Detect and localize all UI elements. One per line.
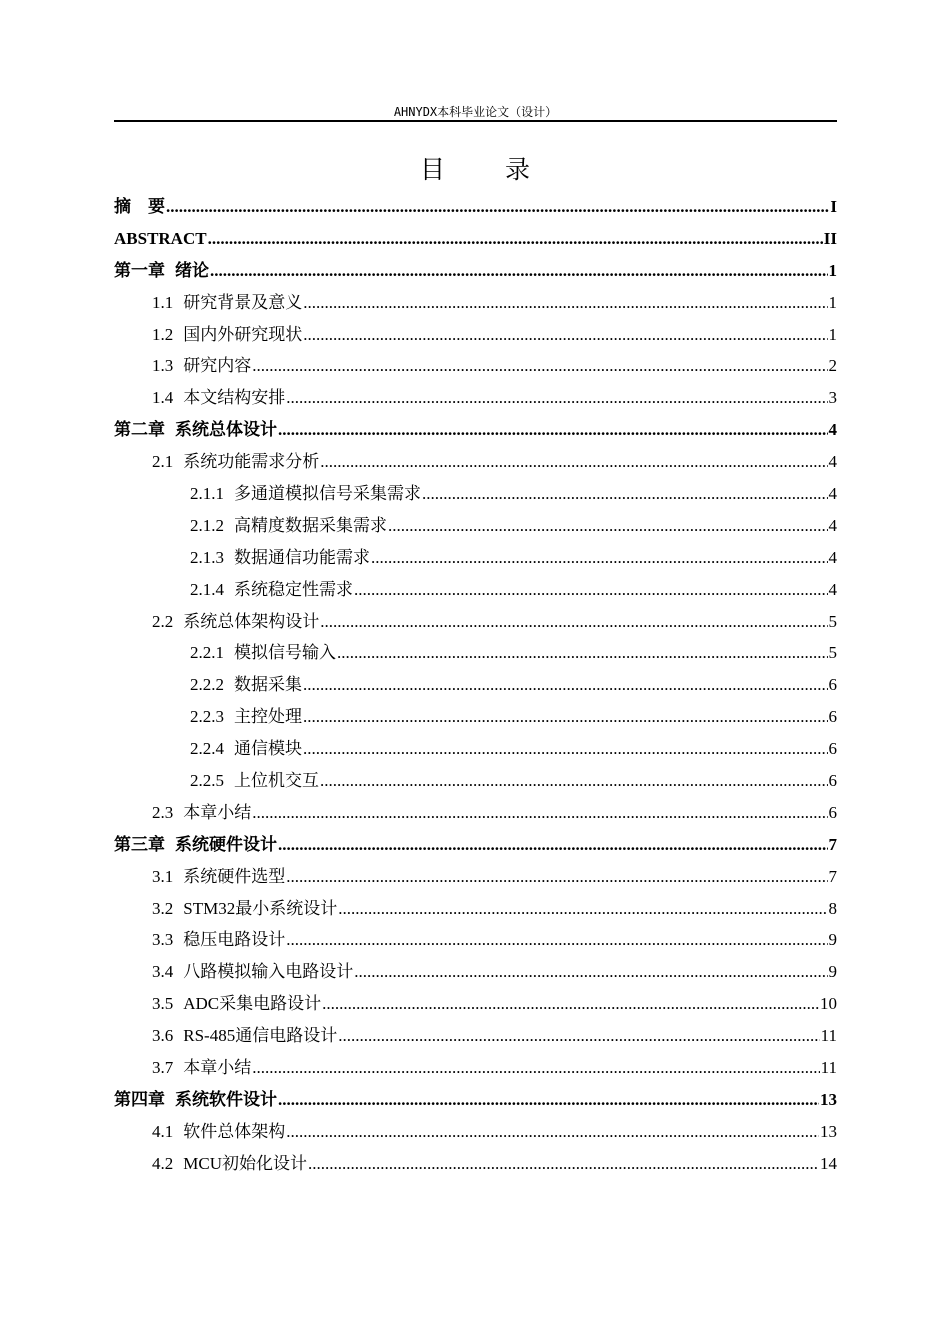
toc-entry-title: 稳压电路设计 [183,930,286,950]
toc-entry[interactable] [114,1020,837,1052]
toc-entry-page-number: 4 [828,515,837,535]
toc-entry[interactable] [114,350,837,382]
toc-dot-leader [286,861,827,893]
toc-entry-number: 第二章 [114,420,165,440]
toc-entry-page-number: 14 [820,1153,837,1173]
toc-entry-title: 系统软件设计 [175,1089,277,1109]
toc-dot-leader [303,287,827,319]
toc-entry-page-number: I [830,197,837,216]
toc-entry-title: 模拟信号输入 [234,643,336,663]
toc-dot-leader [278,414,828,446]
toc-entry-title: 系统硬件设计 [175,834,277,854]
toc-entry-page-number: 4 [828,452,837,472]
toc-entry-number: 2.1.1 [190,484,224,504]
toc-dot-leader [320,446,827,478]
toc-dot-leader [252,350,827,382]
toc-entry-number: 2.3 [152,802,174,822]
toc-entry[interactable] [114,319,837,351]
toc-dot-leader [252,1052,819,1084]
toc-dot-leader [308,1148,819,1180]
toc-entry-title: 数据采集 [234,675,302,695]
toc-entry-number: 2.2.4 [190,739,224,759]
toc-entry-number: 1.2 [152,324,174,344]
toc-entry-number: 3.3 [152,930,174,950]
toc-entry-page-number: 9 [828,930,837,950]
toc-entry-title: 多通道模拟信号采集需求 [234,484,421,504]
toc-entry[interactable] [114,191,837,223]
toc-dot-leader [303,701,828,733]
toc-dot-leader [338,893,827,925]
toc-entry-title: 系统总体架构设计 [183,611,320,631]
toc-entry[interactable] [114,861,837,893]
toc-entry-title: 系统硬件选型 [183,866,286,886]
toc-entry-page-number: II [823,228,837,248]
toc-dot-leader [422,478,828,510]
toc-entry-number: 第一章 [114,260,165,280]
toc-entry-number: 2.1 [152,452,174,472]
toc-entry-number: 4.2 [152,1153,174,1173]
toc-entry-page-number: 6 [828,675,837,695]
toc-dot-leader [166,191,829,223]
running-header: AHNYDX本科毕业论文（设计） [393,105,558,119]
toc-entry-title: ADC采集电路设计 [183,994,322,1014]
toc-dot-leader [337,637,828,669]
toc-entry[interactable] [114,606,837,638]
toc-entry[interactable] [114,733,837,765]
toc-entry-title: 通信模块 [234,739,302,759]
toc-entry-title: 本章小结 [183,1058,252,1078]
toc-dot-leader [208,223,823,255]
toc-entry[interactable] [114,669,837,701]
toc-dot-leader [371,542,828,574]
toc-entry-title: 主控处理 [234,707,302,727]
toc-entry[interactable] [114,924,837,956]
toc-entry[interactable] [114,829,837,861]
toc-entry-page-number: 13 [820,1089,837,1109]
toc-entry-number: 1.3 [152,356,174,376]
toc-entry-number: 1.4 [152,388,174,408]
toc-entry-title: 摘 要 [114,197,165,216]
toc-entry-page-number: 1 [828,292,837,312]
toc-entry-page-number: 2 [828,356,837,376]
toc-entry-title: 研究内容 [183,356,252,376]
toc-entry[interactable] [114,988,837,1020]
toc-entry-title: 本章小结 [183,802,252,822]
toc-entry-title: STM32最小系统设计 [183,898,338,918]
toc-entry-title: 系统稳定性需求 [234,579,353,599]
toc-entry-page-number: 6 [828,802,837,822]
toc-entry[interactable] [114,637,837,669]
toc-entry-number: 2.1.2 [190,515,224,535]
toc-entry[interactable] [114,478,837,510]
toc-entry-number: 2.2.1 [190,643,224,663]
toc-entry[interactable] [114,701,837,733]
toc-entry-page-number: 6 [828,771,837,791]
toc-entry[interactable] [114,414,837,446]
toc-entry-number: 2.1.3 [190,547,224,567]
toc-entry[interactable] [114,1116,837,1148]
toc-entry[interactable] [114,1052,837,1084]
toc-entry-page-number: 11 [820,1026,837,1046]
toc-entry[interactable] [114,1148,837,1180]
toc-entry-page-number: 10 [820,994,837,1014]
toc-entry[interactable] [114,287,837,319]
toc-entry-page-number: 4 [828,547,837,567]
toc-dot-leader [320,606,827,638]
toc-dot-leader [354,956,827,988]
toc-entry-page-number: 4 [828,484,837,504]
toc-entry-title: 八路模拟输入电路设计 [183,962,354,982]
toc-dot-leader [278,1084,819,1116]
toc-entry-number: 3.1 [152,866,174,886]
toc-dot-leader [322,988,819,1020]
toc-entry-title: RS-485通信电路设计 [183,1026,338,1046]
toc-entry-page-number: 11 [820,1058,837,1078]
toc-entry-number: 3.4 [152,962,174,982]
toc-entry[interactable] [114,765,837,797]
toc-entry-number: 3.7 [152,1058,174,1078]
toc-entry-page-number: 8 [828,898,837,918]
toc-entry-page-number: 9 [828,962,837,982]
toc-entry-title: 本文结构安排 [183,388,286,408]
toc-entry-page-number: 1 [828,260,837,280]
toc-entry-page-number: 7 [828,834,837,854]
toc-entry-page-number: 4 [828,579,837,599]
toc-entry[interactable] [114,223,837,255]
toc-dot-leader [252,797,827,829]
toc-entry-page-number: 5 [828,643,837,663]
toc-entry[interactable] [114,797,837,829]
toc-dot-leader [303,733,828,765]
header-rule [114,120,837,122]
toc-entry-page-number: 6 [828,707,837,727]
toc-entry[interactable] [114,574,837,606]
toc-dot-leader [320,765,828,797]
toc-entry-number: 2.2.2 [190,675,224,695]
toc-dot-leader [388,510,828,542]
toc-entry[interactable] [114,893,837,925]
toc-dot-leader [303,669,828,701]
toc-entry[interactable] [114,510,837,542]
toc-entry[interactable] [114,255,837,287]
toc-entry[interactable] [114,1084,837,1116]
toc-entry-number: 2.2 [152,611,174,631]
toc-entry-page-number: 3 [828,388,837,408]
toc-entry[interactable] [114,542,837,574]
toc-dot-leader [278,829,828,861]
toc-entry-number: 2.1.4 [190,579,224,599]
toc-dot-leader [354,574,828,606]
toc-entry-title: 上位机交互 [234,771,319,791]
toc-entry-page-number: 4 [828,420,837,440]
toc-entry-number: 第四章 [114,1089,165,1109]
toc-entry-number: 2.2.3 [190,707,224,727]
toc-entry-title: MCU初始化设计 [183,1153,307,1173]
toc-entry-number: 3.5 [152,994,174,1014]
toc-entry-number: 2.2.5 [190,771,224,791]
toc-title: 目 录 [420,155,556,184]
toc-entry-number: 3.2 [152,898,174,918]
toc-entry-title: ABSTRACT [114,228,207,248]
toc-dot-leader [286,1116,819,1148]
toc-entry-number: 1.1 [152,292,174,312]
toc-entry[interactable] [114,446,837,478]
toc-entry-page-number: 6 [828,739,837,759]
toc-dot-leader [286,924,827,956]
table-of-contents [114,191,837,1180]
toc-entry-number: 4.1 [152,1121,174,1141]
toc-entry-page-number: 7 [828,866,837,886]
toc-entry-title: 高精度数据采集需求 [234,515,387,535]
toc-entry[interactable] [114,956,837,988]
toc-entry-page-number: 1 [828,324,837,344]
toc-entry-title: 国内外研究现状 [183,324,303,344]
toc-entry-number: 3.6 [152,1026,174,1046]
toc-entry[interactable] [114,382,837,414]
toc-entry-title: 系统功能需求分析 [183,452,320,472]
toc-dot-leader [338,1020,819,1052]
toc-dot-leader [210,255,828,287]
toc-entry-number: 第三章 [114,834,165,854]
toc-dot-leader [303,319,827,351]
toc-entry-title: 软件总体架构 [183,1121,286,1141]
toc-entry-page-number: 5 [828,611,837,631]
toc-entry-page-number: 13 [820,1121,837,1141]
toc-entry-title: 绪论 [175,260,209,280]
toc-entry-title: 数据通信功能需求 [234,547,370,567]
toc-dot-leader [286,382,827,414]
toc-entry-title: 研究背景及意义 [183,292,303,312]
toc-entry-title: 系统总体设计 [175,420,277,440]
